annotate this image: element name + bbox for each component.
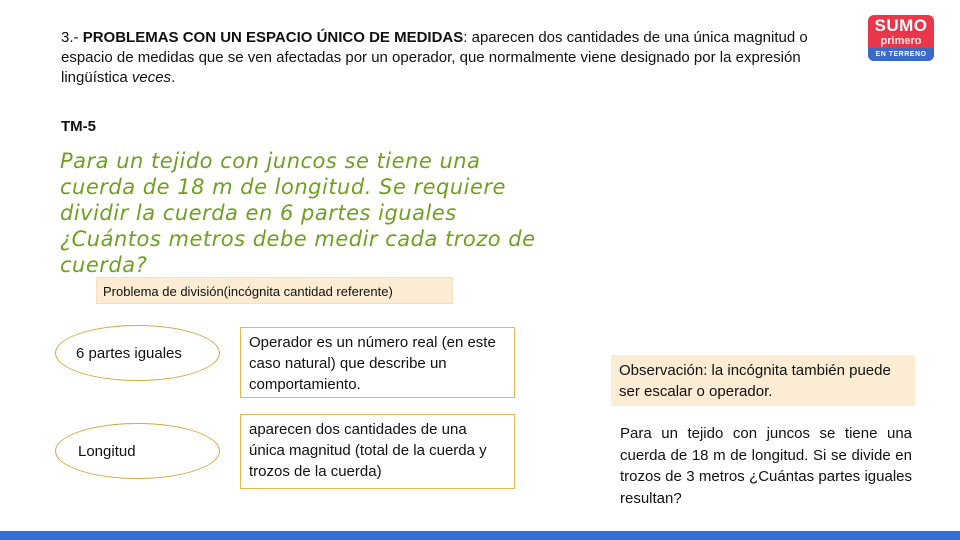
intro-text: : aparecen dos cantidades de una única magnitud o espacio de medidas que se ven afectadas por un operador, que normalmente viene designado por la expresión lingüística: [61, 29, 808, 86]
sumo-logo: [868, 15, 934, 61]
oval-parts: [55, 325, 220, 381]
operator-box: Operador es un número real (en este caso natural) que describe un comportamiento.: [240, 327, 515, 398]
intro-end: .: [171, 69, 176, 86]
problem-type-label: Problema de división(incógnita cantidad referente): [96, 277, 453, 304]
section-title: PROBLEMAS CON UN ESPACIO ÚNICO DE MEDIDAS: [82, 29, 464, 46]
handwritten-problem: Para un tejido con juncos se tiene una cuerda de 18 m de longitud. Se requiere dividir la cuerda en 6 partes iguales ¿Cuántos metros debe medir cada trozo de cuerda?: [60, 149, 536, 277]
oval-length: [55, 423, 220, 479]
tm-label: TM-5: [61, 118, 96, 135]
bottom-bar: [0, 531, 960, 540]
oval-parts-label: 6 partes iguales: [76, 344, 182, 362]
logo-line1: SUMO: [874, 16, 928, 35]
observation-note: Observación: la incógnita también puede ser escalar o operador.: [611, 355, 915, 406]
logo-line2: primero: [880, 35, 922, 47]
quantities-box: aparecen dos cantidades de una única magnitud (total de la cuerda y trozos de la cuerda): [240, 414, 515, 489]
second-problem: Para un tejido con juncos se tiene una cuerda de 18 m de longitud. Si se divide en trozos de 3 metros ¿Cuántas partes iguales resultan?: [620, 425, 912, 507]
oval-length-label: Longitud: [78, 442, 136, 460]
section-number: 3.-: [61, 29, 83, 46]
logo-line3: EN TERRENO: [868, 48, 934, 61]
intro-italic-word: veces: [131, 69, 172, 86]
intro-paragraph: [61, 28, 831, 88]
